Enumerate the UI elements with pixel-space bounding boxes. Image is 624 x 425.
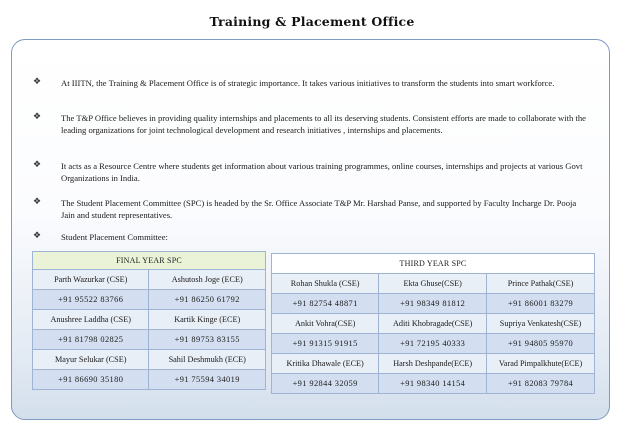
final-year-spc-table bbox=[32, 251, 266, 390]
table-cell: Ekta Ghuse(CSE) bbox=[379, 274, 487, 294]
table-cell: +91 82754 48871 bbox=[272, 294, 379, 314]
bullet-text: Student Placement Committee: bbox=[61, 232, 168, 242]
bullet-text: At IIITN, the Training & Placement Office is of strategic importance. It takes various initiatives to transform the students into smart workforce. bbox=[61, 78, 555, 88]
bullet-text: It acts as a Resource Centre where students get information about various training programmes, online courses, internships and projects at various Govt Organizations in India. bbox=[61, 161, 583, 183]
diamond-bullet-icon: ❖ bbox=[33, 160, 42, 170]
table-cell: +91 89753 83155 bbox=[149, 330, 266, 350]
table-cell: Rohan Shukla (CSE) bbox=[272, 274, 379, 294]
table-cell: +91 94805 95970 bbox=[487, 334, 595, 354]
page-title: Training & Placement Office bbox=[209, 14, 415, 29]
table-cell: Varad Pimpalkhute(ECE) bbox=[487, 354, 595, 374]
third-year-spc-table bbox=[271, 253, 595, 394]
table-cell: +91 92844 32059 bbox=[272, 374, 379, 394]
table-cell: Kritika Dhawale (ECE) bbox=[272, 354, 379, 374]
table-cell: +91 82083 79784 bbox=[487, 374, 595, 394]
table-cell: Mayur Selukar (CSE) bbox=[33, 350, 149, 370]
table-cell: Prince Pathak(CSE) bbox=[487, 274, 595, 294]
table-cell: +91 86690 35180 bbox=[33, 370, 149, 390]
table-cell: +91 86001 83279 bbox=[487, 294, 595, 314]
bullet-text: The T&P Office believes in providing quality internships and placements to all its deserving students. Consistent efforts are made to collaborate with the leading organizations for joint technological development and research initiatives , internships and placements. bbox=[61, 113, 586, 135]
table-header: THIRD YEAR SPC bbox=[272, 254, 595, 274]
table-header: FINAL YEAR SPC bbox=[33, 252, 266, 270]
table-cell: Parth Wazurkar (CSE) bbox=[33, 270, 149, 290]
table-cell: Sahil Deshmukh (ECE) bbox=[149, 350, 266, 370]
table-cell: +91 75594 34019 bbox=[149, 370, 266, 390]
table-cell: +91 98349 81812 bbox=[379, 294, 487, 314]
diamond-bullet-icon: ❖ bbox=[33, 77, 42, 87]
table-cell: +91 91315 91915 bbox=[272, 334, 379, 354]
diamond-bullet-icon: ❖ bbox=[33, 231, 42, 241]
table-cell: Kartik Kinge (ECE) bbox=[149, 310, 266, 330]
table-cell: Ankit Vohra(CSE) bbox=[272, 314, 379, 334]
table-cell: +91 98340 14154 bbox=[379, 374, 487, 394]
diamond-bullet-icon: ❖ bbox=[33, 197, 42, 207]
bullet-text: The Student Placement Committee (SPC) is headed by the Sr. Office Associate T&P Mr. Harshad Panse, and supported by Faculty Incharge Dr. Pooja Jain and student representatives. bbox=[61, 198, 577, 220]
table-cell: Ashutosh Joge (ECE) bbox=[149, 270, 266, 290]
table-cell: Harsh Deshpande(ECE) bbox=[379, 354, 487, 374]
table-cell: +91 81798 02825 bbox=[33, 330, 149, 350]
table-cell: Anushree Laddha (CSE) bbox=[33, 310, 149, 330]
diamond-bullet-icon: ❖ bbox=[33, 112, 42, 122]
table-cell: Aditi Khobragade(CSE) bbox=[379, 314, 487, 334]
table-cell: Supriya Venkatesh(CSE) bbox=[487, 314, 595, 334]
table-cell: +91 86250 61792 bbox=[149, 290, 266, 310]
table-cell: +91 72195 40333 bbox=[379, 334, 487, 354]
table-cell: +91 95522 83766 bbox=[33, 290, 149, 310]
